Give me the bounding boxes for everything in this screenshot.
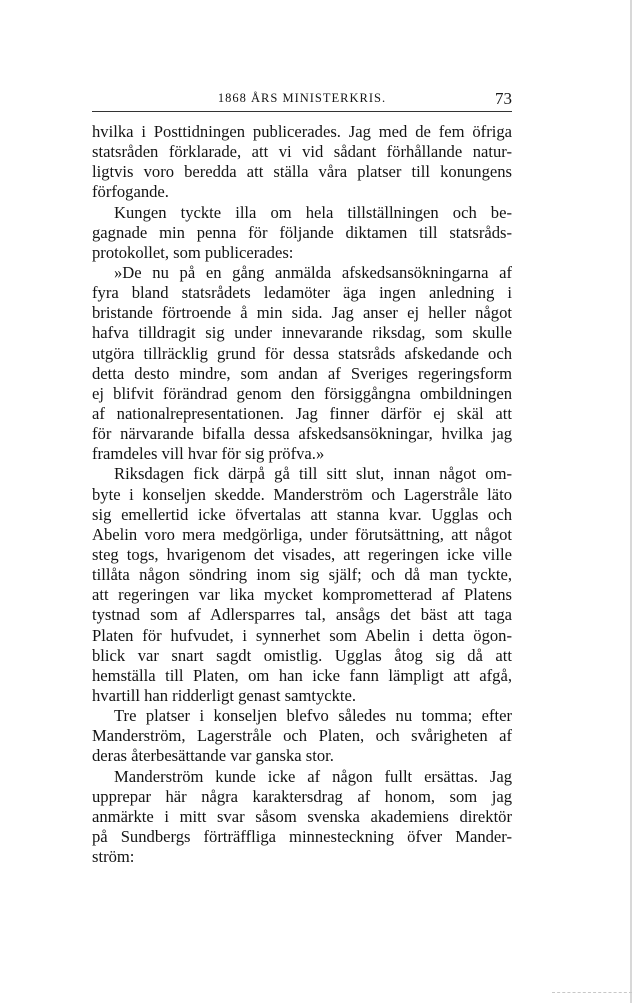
body-text: [92, 122, 512, 867]
text-line: ström:: [92, 847, 135, 867]
text-line: för närvarande bifalla dessa afskedsansökningar, hvilka jag: [92, 424, 512, 444]
text-line: statsråden förklarade, att vi vid sådant förhållande natur-: [92, 142, 512, 162]
text-line: bristande förtroende å min sida. Jag anser ej heller något: [92, 303, 512, 323]
header-rule: [92, 111, 512, 112]
text-line: blick var snart sagdt omistlig. Ugglas åtog sig då att: [92, 645, 512, 665]
paragraph: [92, 464, 512, 706]
text-line: fyra bland statsrådets ledamöter äga ingen anledning i: [92, 283, 512, 303]
text-line: protokollet, som publicerades:: [92, 242, 294, 262]
text-line: ej blifvit förändrad genom den försiggångna ombildningen: [92, 383, 512, 403]
text-line: Abelin voro mera medgörliga, under förutsättning, att något: [92, 524, 512, 544]
text-line: deras återbesättande var ganska stor.: [92, 746, 334, 766]
text-line: byte i konseljen skedde. Manderström och Lagerstråle läto: [92, 484, 512, 504]
paragraph: [92, 767, 512, 868]
text-line: sig emellertid icke öfvertalas att stanna kvar. Ugglas och: [92, 504, 512, 524]
text-line: hafva tilldragit sig under innevarande riksdag, som skulle: [92, 323, 512, 343]
running-head: [92, 89, 512, 111]
text-line: framdeles vill hvar för sig pröfva.»: [92, 444, 325, 464]
text-line: hvilka i Posttidningen publicerades. Jag med de fem öfriga: [92, 122, 512, 141]
text-line: »De nu på en gång anmälda afskedsansökningarna af: [114, 262, 512, 282]
paragraph: [92, 203, 512, 263]
text-line: detta desto mindre, som andan af Sveriges regeringsform: [92, 363, 512, 383]
text-line: Manderström kunde icke af någon fullt ersättas. Jag: [114, 766, 512, 786]
paragraph: [92, 706, 512, 766]
text-line: anmärkte i mitt svar såsom svenska akademiens direktör: [92, 806, 512, 826]
text-line: steg togs, hvarigenom det visades, att regeringen icke ville: [92, 544, 512, 564]
text-line: Manderström, Lagerstråle och Platen, och svårigheten af: [92, 726, 512, 746]
quotation-paragraph: [92, 263, 512, 464]
text-line: Kungen tyckte illa om hela tillställningen och be-: [114, 202, 512, 222]
text-line: på Sundbergs förträffliga minnesteckning öfver Mander-: [92, 826, 512, 846]
text-line: gagnade min penna för följande diktamen till statsråds-: [92, 222, 512, 242]
text-line: Tre platser i konseljen blefvo således nu tomma; efter: [114, 706, 512, 726]
text-line: hemställa till Platen, om han icke fann lämpligt att afgå,: [92, 665, 512, 685]
text-line: af nationalrepresentationen. Jag finner därför ej skäl att: [92, 403, 512, 423]
text-line: utgöra tillräcklig grund för dessa statsråds afskedande och: [92, 343, 512, 363]
text-line: Riksdagen fick därpå gå till sitt slut, innan något om-: [114, 464, 512, 484]
text-line: tystnad som af Adlersparres tal, ansågs det bäst att taga: [92, 605, 512, 625]
paragraph: [92, 122, 512, 203]
text-line: ligtvis voro beredda att ställa våra platser till konungens: [92, 162, 512, 182]
running-title: 1868 ÅRS MINISTERKRIS.: [217, 91, 387, 105]
text-line: Platen för hufvudet, i synnerhet som Abelin i detta ögon-: [92, 625, 512, 645]
page-number: 73: [495, 89, 512, 108]
text-line: hvartill han ridderligt genast samtyckte.: [92, 685, 357, 705]
text-line: att regeringen var lika mycket komprometterad af Platens: [92, 585, 512, 605]
scan-corner-mark: [552, 992, 632, 993]
text-line: upprepar här några karaktersdrag af honom, som jag: [92, 786, 512, 806]
text-line: tillåta någon söndring inom sig själf; och då man tyckte,: [92, 565, 512, 585]
text-line: förfogande.: [92, 182, 169, 202]
